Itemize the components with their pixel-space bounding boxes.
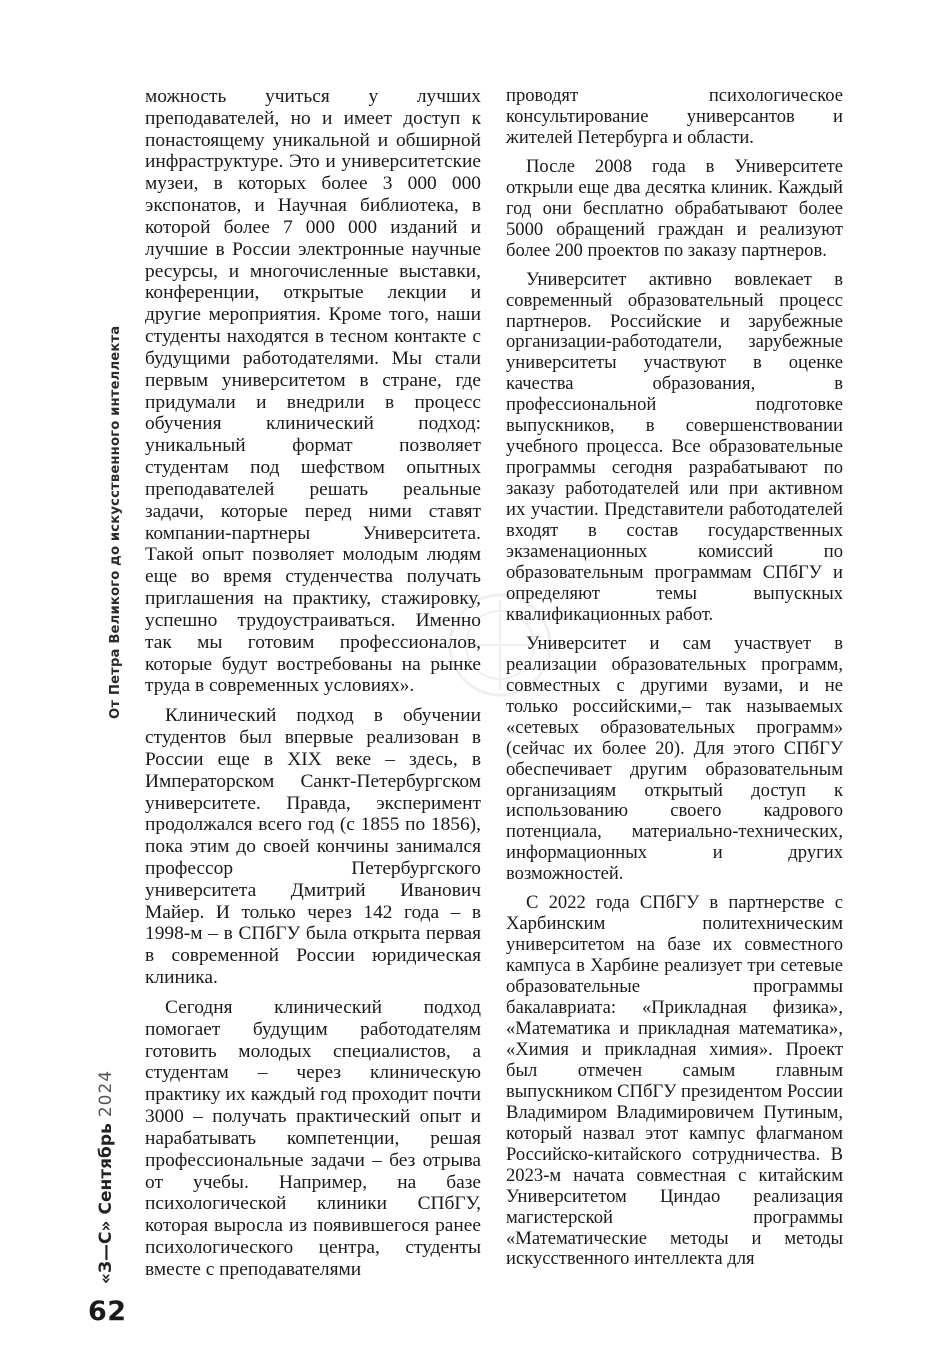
text-column-right: [506, 86, 843, 1270]
running-title-text: От Петра Великого до искусственного интеллекта: [108, 325, 123, 719]
magazine-name: «З—С»: [96, 1220, 116, 1284]
issue-month: Сентябрь: [96, 1123, 116, 1215]
page-number: 62: [88, 1296, 127, 1327]
paragraph-1: можность учиться у лучших преподавателей, но и имеет доступ к понастоящему уникальной и обширной инфраструктуре. Это и университетские музеи, в которых более 3 000 000 экспонатов, и Научная библиотека, в которой более 7 000 000 изданий и лучшие в России электронные научные ресурсы, и многочисленные выставки, конференции, открытые лекции и другие мероприятия. Кроме того, наши студенты находятся в тесном контакте с будущими работодателями. Мы стали первым университетом в стране, где придумали и внедрили в процесс обучения клинический подход: уникальный формат позволяет студентам под шефством опытных преподавателей решать реальные задачи, которые перед ними ставят компании-партнеры Университета. Такой опыт позволяет молодым людям еще во время студенчества получать приглашения на практику, стажировку, успешно трудоустраиваться. Именно так мы готовим профессионалов, которые будут востребованы на рынке труда в современных условиях».: [145, 86, 481, 697]
issue-label: [90, 1040, 130, 1284]
paragraph-5: После 2008 года в Университете открыли еще два десятка клиник. Каждый год они бесплатно обрабатывают более 5000 обращений граждан и реализуют более 200 проектов по заказу партнеров.: [506, 155, 843, 261]
paragraph-4: проводят психологическое консультирование универсантов и жителей Петербурга и области.: [506, 85, 843, 148]
paragraph-6: Университет активно вовлекает в современный образовательный процесс партнеров. Российские и зарубежные организации-работодатели, зарубежные университеты участвуют в оценке качества образования, в профессиональной подготовке выпускников, в совершенствовании учебного процесса. Все образовательные программы сегодня разрабатывают по заказу работодателей или при активном их участии. Представители работодателей входят в состав государственных экзаменационных комиссий по образовательным программам СПбГУ и определяют темы выпускных квалификационных работ.: [506, 268, 843, 625]
issue-year: 2024: [96, 1069, 116, 1118]
text-column-left: [145, 86, 481, 1281]
paragraph-2: Клинический подход в обучении студентов был впервые реализован в России еще в XIX веке – здесь, в Императорском Санкт-Петербургском университете. Правда, эксперимент продолжался всего год (с 1855 по 1856), пока этим до своей кончины занимался профессор Петербургского университета Дмитрий Иванович Майер. И только через 142 года – в 1998-м – в СПбГУ была открыта первая в современной России юридическая клиника.: [145, 705, 481, 989]
paragraph-7: Университет и сам участвует в реализации образовательных программ, совместных с другими вузами, и не только российскими,– так называемых «сетевых образовательных программ» (сейчас их более 20). Для этого СПбГУ обеспечивает другим образовательным организациям открытый доступ к использованию своего кадрового потенциала, материально-технических, информационных и других возможностей.: [506, 632, 843, 885]
paragraph-8: С 2022 года СПбГУ в партнерстве с Харбинским политехническим университетом на базе их совместного кампуса в Харбине реализует три сетевые образовательные программы бакалавриата: «Прикладная физика», «Математика и прикладная математика», «Химия и прикладная химия». Проект был отмечен самым главным выпускником СПбГУ президентом России Владимиром Владимировичем Путиным, который назвал этот кампус флагманом Российско-китайского сотрудничества. В 2023-м начата совместная с китайским Университетом Циндао реализация магистерской программы «Математические методы и методы искусственного интеллекта для: [506, 892, 843, 1270]
running-title: [99, 82, 135, 722]
paragraph-3: Сегодня клинический подход помогает будущим работодателям готовить молодых специалистов, а студентам – через клиническую практику их каждый год проходит почти 3000 – получать практический опыт и нарабатывать компетенции, решая профессиональные задачи – без отрыва от учебы. Например, на базе психологической клиники СПбГУ, которая выросла из появившегося ранее психологического центра, студенты вместе с преподавателями: [145, 996, 481, 1280]
issue-line: [96, 1070, 116, 1284]
